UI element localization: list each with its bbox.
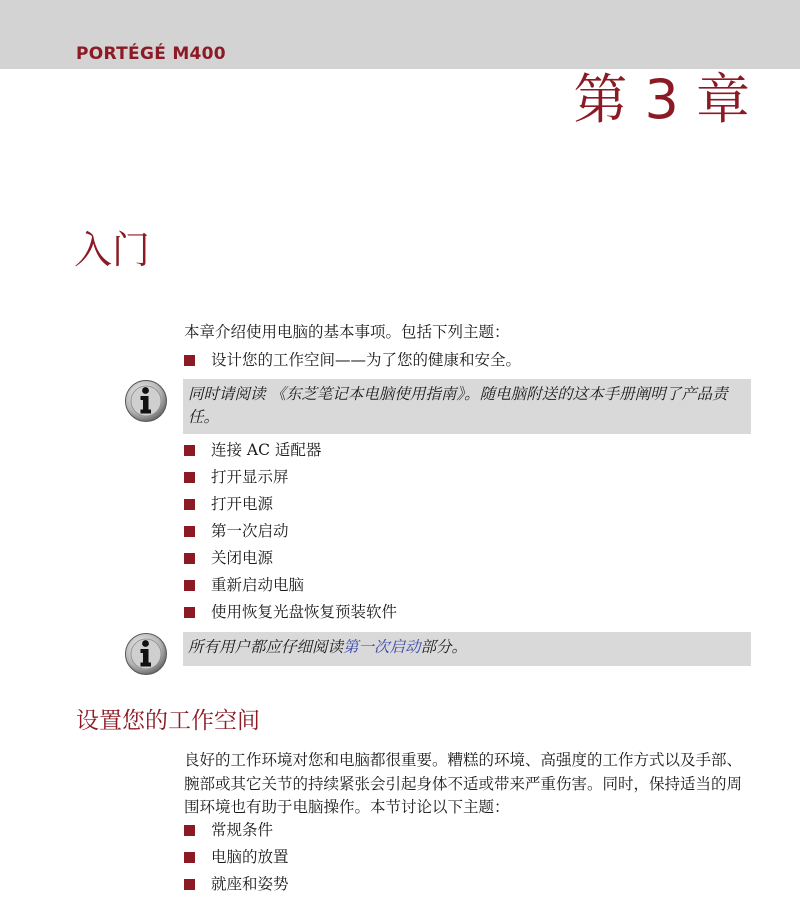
list-item-text: 打开显示屏 — [211, 468, 289, 486]
bullet-marker — [184, 355, 195, 366]
list-item-text: 电脑的放置 — [211, 848, 289, 866]
note-text-before: 所有用户都应仔细阅读 — [188, 638, 344, 656]
section-heading: 设置您的工作空间 — [76, 708, 260, 734]
list-item — [184, 464, 397, 491]
bullet-marker — [184, 445, 195, 456]
note-box: 同时请阅读 《东芝笔记本电脑使用指南》。随电脑附送的这本手册阐明了产品责任。 — [183, 379, 751, 434]
list-item — [184, 599, 397, 626]
bullet-marker — [184, 607, 195, 618]
list-item-text: 连接 AC 适配器 — [211, 441, 322, 459]
note-box — [183, 632, 751, 666]
list-item — [184, 347, 521, 374]
list-item-text: 设计您的工作空间——为了您的健康和安全。 — [211, 351, 522, 369]
product-name: PORTÉGÉ M400 — [76, 44, 226, 64]
bullet-marker — [184, 580, 195, 591]
list-item — [184, 437, 397, 464]
intro-bullet-list-2 — [184, 437, 397, 626]
intro-paragraph: 本章介绍使用电脑的基本事项。包括下列主题： — [184, 323, 510, 341]
list-item — [184, 844, 289, 871]
bullet-marker — [184, 879, 195, 890]
intro-bullet-list-1 — [184, 347, 521, 374]
list-item — [184, 545, 397, 572]
bullet-marker — [184, 553, 195, 564]
list-item-text: 重新启动电脑 — [211, 576, 305, 594]
list-item-text: 打开电源 — [211, 495, 274, 513]
list-item-text: 使用恢复光盘恢复预装软件 — [211, 603, 398, 621]
info-icon — [124, 379, 168, 423]
chapter-number: 第 3 章 — [573, 68, 750, 131]
note-text-after: 部分。 — [420, 638, 468, 656]
list-item — [184, 572, 397, 599]
bullet-marker — [184, 499, 195, 510]
list-item-text: 第一次启动 — [211, 522, 289, 540]
list-item-text: 关闭电源 — [211, 549, 274, 567]
list-item-text: 就座和姿势 — [211, 875, 289, 893]
workspace-paragraph: 良好的工作环境对您和电脑都很重要。糟糕的环境、高强度的工作方式以及手部、腕部或其它关节的持续紧张会引起身体不适或带来严重伤害。同时，保持适当的周围环境也有助于电脑操作。本节讨论以下主题： — [184, 751, 743, 816]
chapter-title: 入门 — [74, 228, 151, 272]
list-item — [184, 518, 397, 545]
bullet-marker — [184, 852, 195, 863]
list-item — [184, 491, 397, 518]
bullet-marker — [184, 526, 195, 537]
list-item — [184, 817, 289, 844]
info-icon — [124, 632, 168, 676]
list-item-text: 常规条件 — [211, 821, 274, 839]
workspace-bullet-list — [184, 817, 289, 898]
bullet-marker — [184, 472, 195, 483]
first-startup-link[interactable]: 第一次启动 — [343, 638, 421, 656]
bullet-marker — [184, 825, 195, 836]
list-item — [184, 871, 289, 898]
